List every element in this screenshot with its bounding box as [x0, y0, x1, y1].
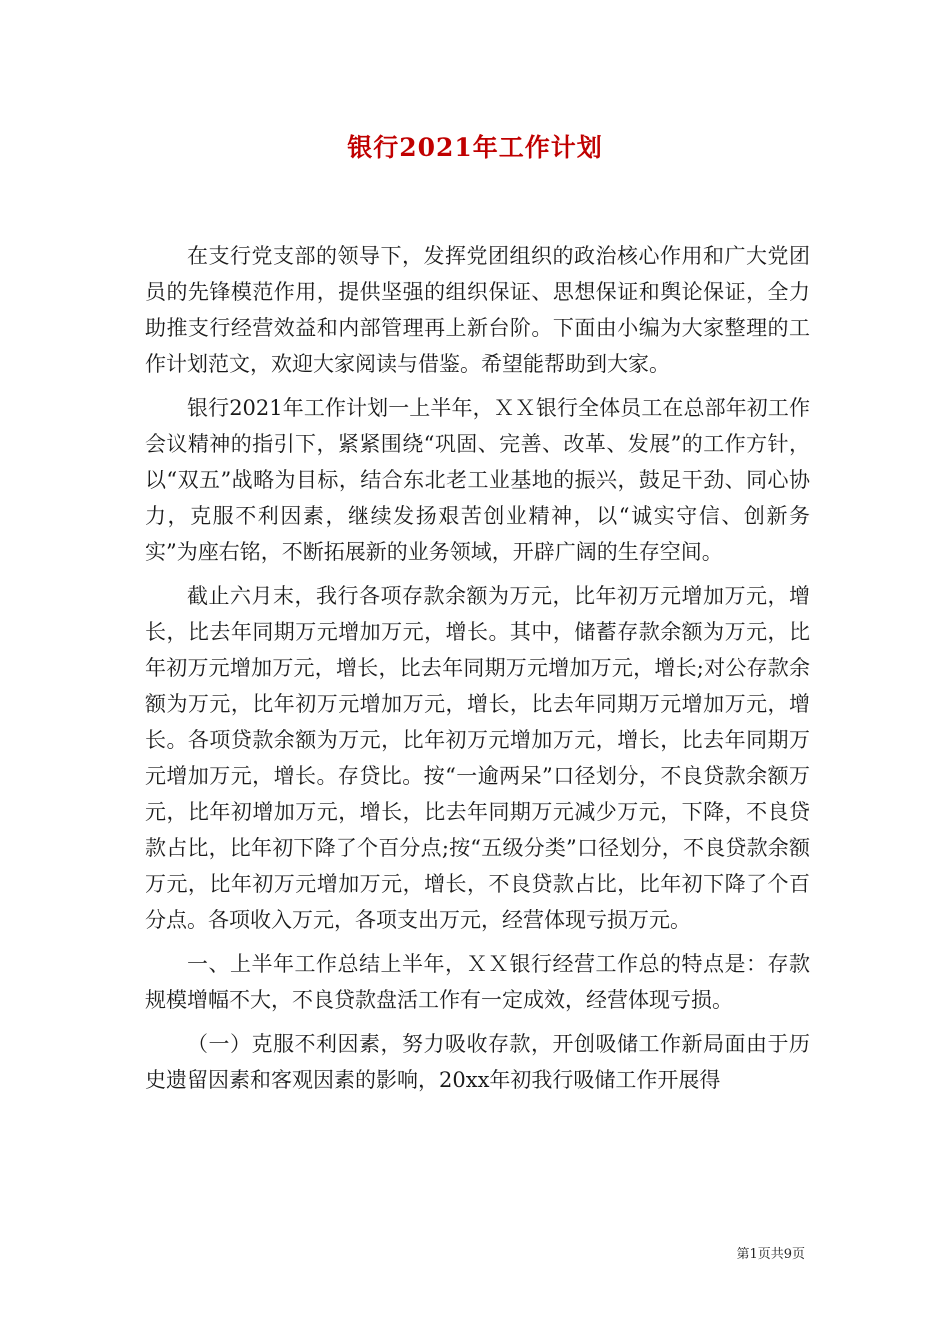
paragraph-figures: 截止六月末，我行各项存款余额为万元，比年初万元增加万元，增长，比去年同期万元增加万元，增长。其中，储蓄存款余额为万元，比年初万元增加万元，增长，比去年同期万元增加万元，增长;对公存款余额为万元，比年初万元增加万元，增长，比去年同期万元增加万元，增长。各项贷款余额为万元，比年初万元增加万元，增长，比去年同期万元增加万元，增长。存贷比。按“一逾两呆”口径划分，不良贷款余额万元，比年初增加万元，增长，比去年同期万元减少万元，下降，不良贷款占比，比年初下降了个百分点;按“五级分类”口径划分，不良贷款余额万元，比年初万元增加万元，增长，不良贷款占比，比年初下降了个百分点。各项收入万元，各项支出万元，经营体现亏损万元。	[145, 584, 810, 932]
document-title: 银行2021年工作计划	[347, 133, 603, 162]
paragraph-section-one: （一）克服不利因素，努力吸收存款，开创吸储工作新局面由于历史遗留因素和客观因素的影响，20xx年初我行吸储工作开展得	[145, 1032, 810, 1092]
paragraph-intro: 在支行党支部的领导下，发挥党团组织的政治核心作用和广大党团员的先锋模范作用，提供坚强的组织保证、思想保证和舆论保证，全力助推支行经营效益和内部管理再上新台阶。下面由小编为大家整理的工作计划范文，欢迎大家阅读与借鉴。希望能帮助到大家。	[145, 244, 810, 376]
paragraph-summary-heading: 一、上半年工作总结上半年，ＸＸ银行经营工作总的特点是：存款规模增幅不大，不良贷款盘活工作有一定成效，经营体现亏损。	[145, 952, 810, 1012]
document-body	[145, 238, 810, 1106]
paragraph-plan-overview: 银行2021年工作计划一上半年，ＸＸ银行全体员工在总部年初工作会议精神的指引下，紧紧围绕“巩固、完善、改革、发展”的工作方针，以“双五”战略为目标，结合东北老工业基地的振兴，鼓足干劲、同心协力，克服不利因素，继续发扬艰苦创业精神，以“诚实守信、创新务实”为座右铭，不断拓展新的业务领域，开辟广阔的生存空间。	[145, 396, 810, 564]
page-number: 第1页共9页	[736, 1247, 805, 1262]
